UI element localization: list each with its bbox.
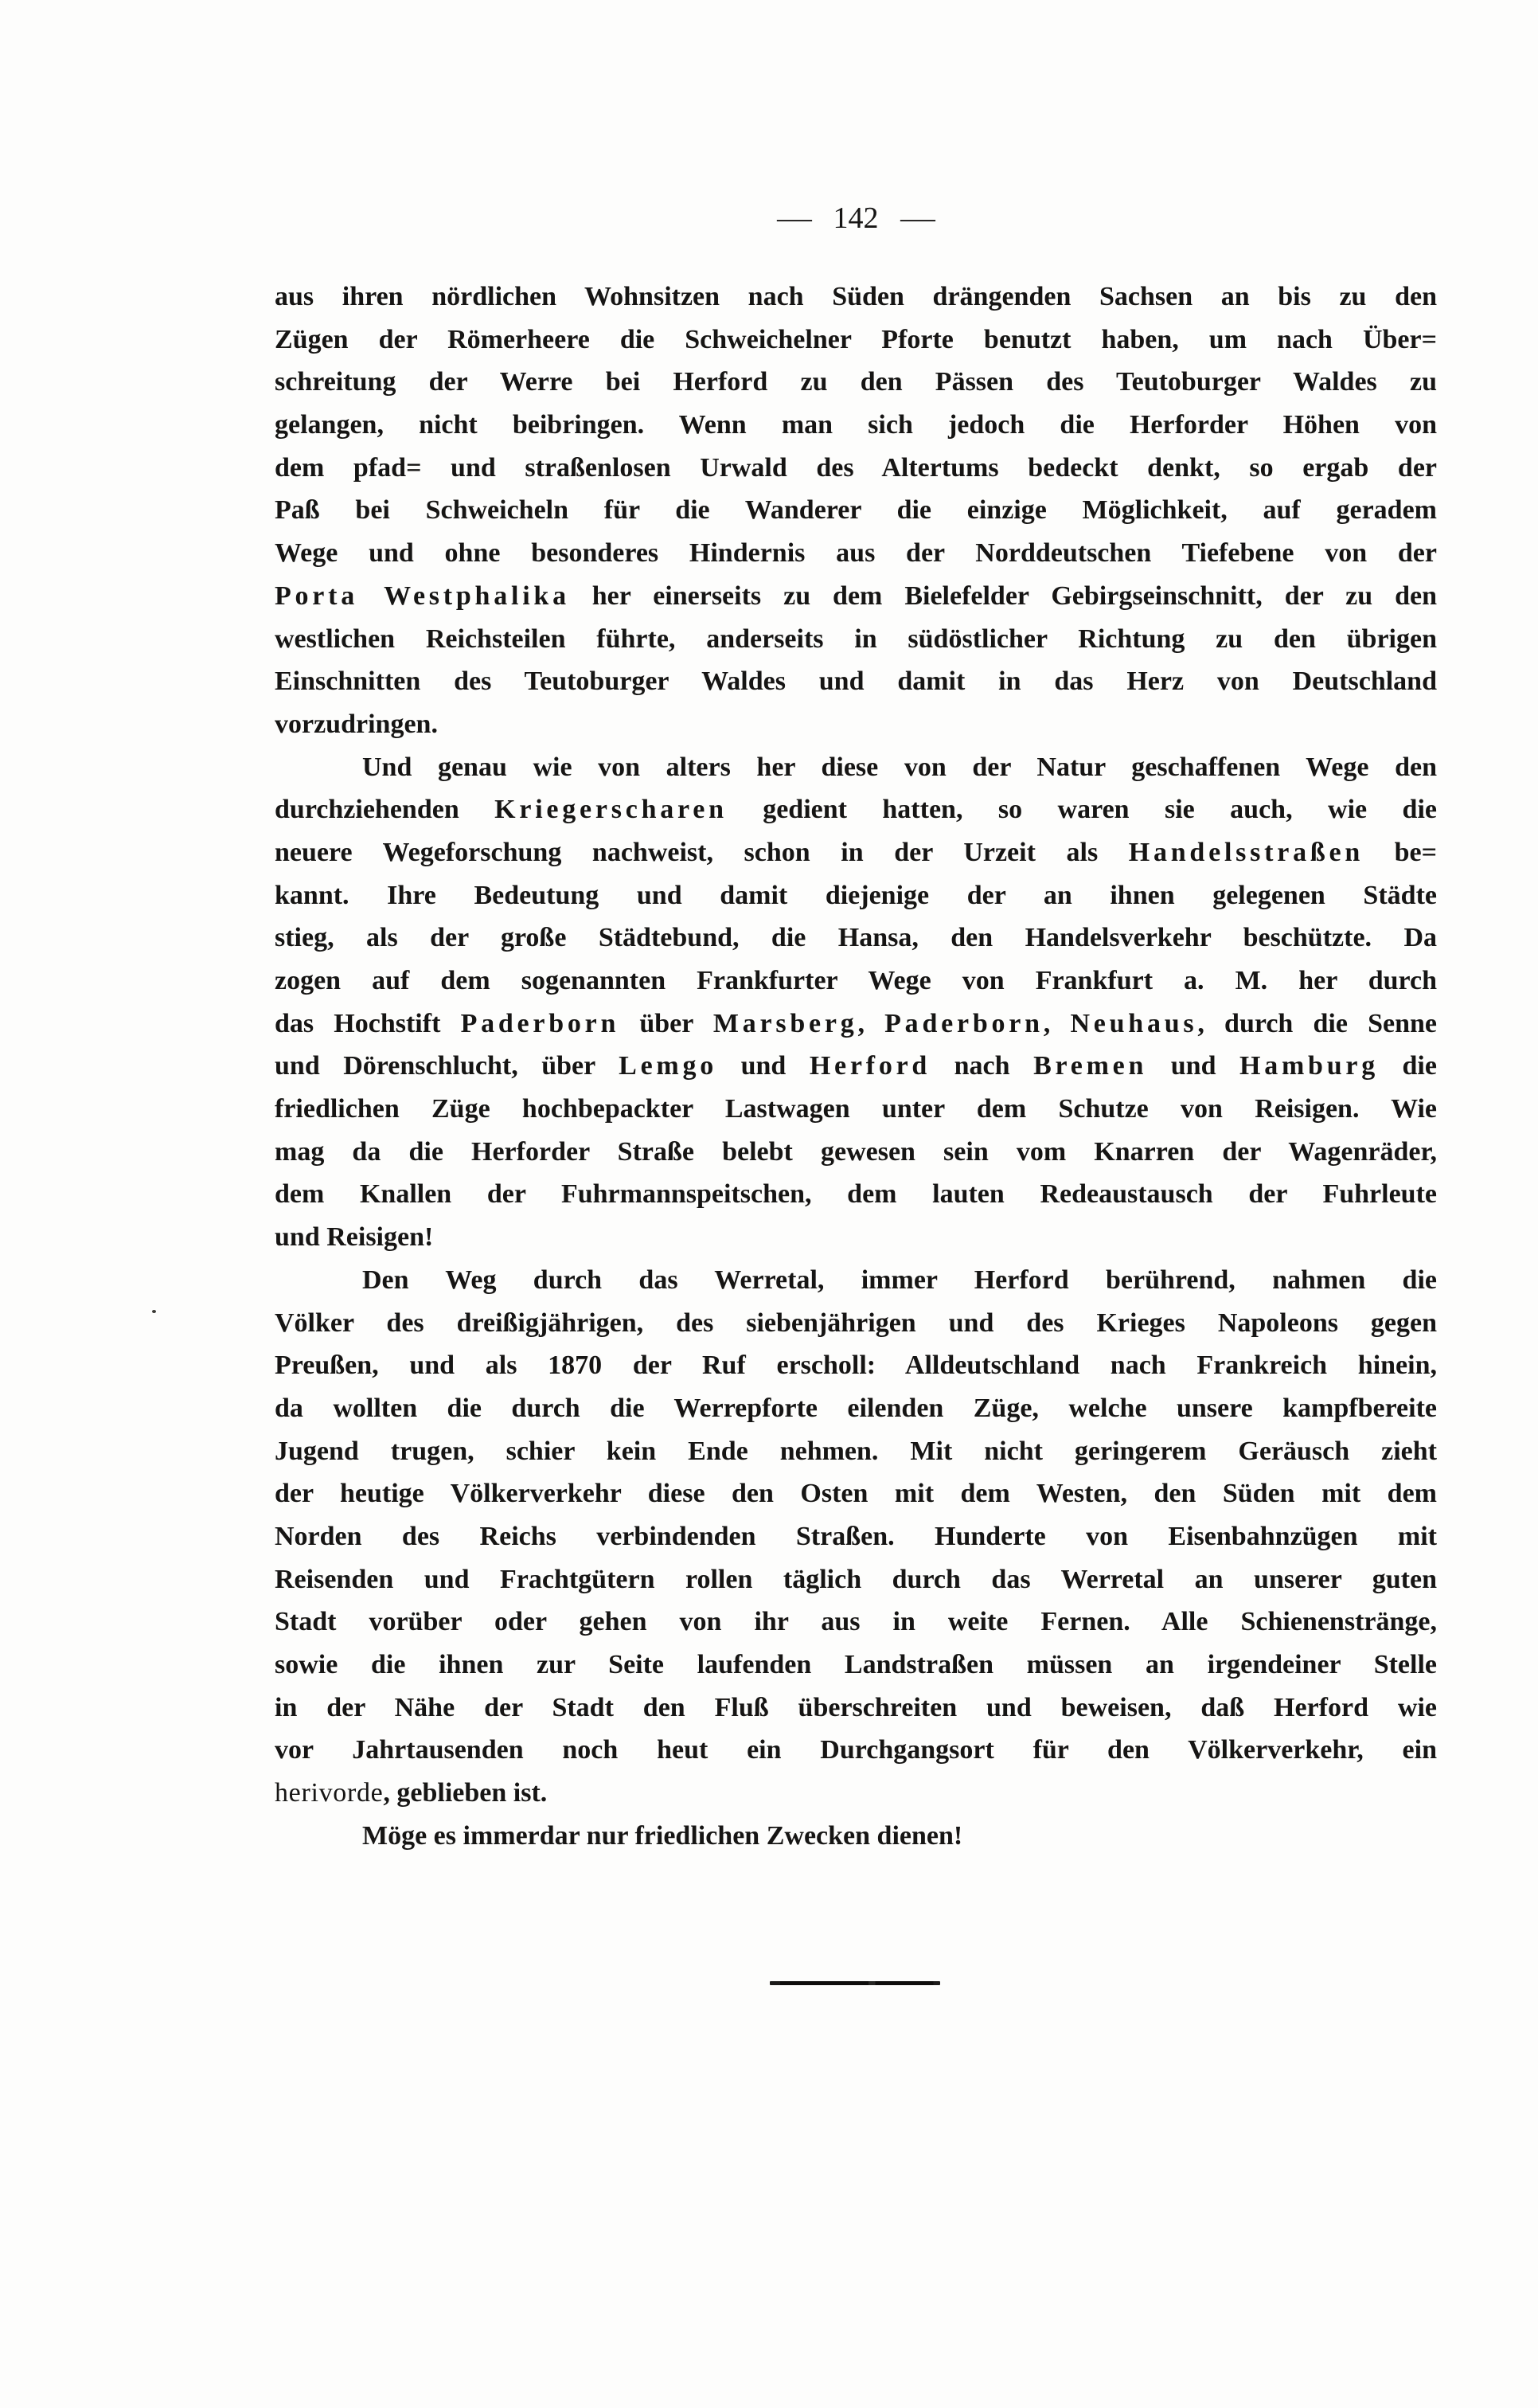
header-dash-right: — [900, 201, 935, 235]
text-line [275, 660, 1437, 703]
text-segment: friedlichen Züge hochbepackter Lastwagen unter dem Schutze von Reisigen. Wie [275, 1094, 1437, 1124]
text-line [275, 404, 1437, 447]
letterspaced-emphasis: Herford [809, 1051, 931, 1081]
text-line [275, 489, 1437, 532]
text-line [275, 1772, 1437, 1815]
text-line [275, 1515, 1437, 1558]
text-segment: Reisenden und Frachtgütern rollen täglich durch das Werretal an unserer guten [275, 1564, 1437, 1594]
text-segment: und Dörenschlucht, über [275, 1051, 619, 1081]
text-line [275, 447, 1437, 490]
text-segment: kannt. Ihre Bedeutung und damit diejenige der an ihnen gelegenen Städte [275, 880, 1437, 910]
letterspaced-emphasis: Hamburg [1239, 1051, 1379, 1081]
text-segment: Preußen, und als 1870 der Ruf erscholl: Alldeutschland nach Frankreich hinein, [275, 1351, 1437, 1381]
text-line [275, 1088, 1437, 1131]
letterspaced-emphasis: Porta Westphalika [275, 580, 570, 611]
page-number: 142 [833, 201, 879, 235]
text-segment: aus ihren nördlichen Wohnsitzen nach Süden drängenden Sachsen an bis zu den [275, 282, 1437, 311]
text-segment: über [619, 1008, 713, 1038]
scan-artifact-speck [152, 1310, 156, 1313]
text-segment: , geblieben ist. [383, 1778, 548, 1808]
text-segment: die [1379, 1051, 1437, 1081]
text-segment: in der Nähe der Stadt den Fluß überschreiten und beweisen, daß Herford wie [275, 1692, 1437, 1722]
text-line [275, 1003, 1437, 1046]
text-segment: Jugend trugen, schier kein Ende nehmen. Mit nicht geringerem Geräusch zieht [275, 1436, 1437, 1466]
letterspaced-emphasis: Kriegerscharen [494, 795, 728, 825]
text-segment: Zügen der Römerheere die Schweichelner Pforte benutzt haben, um nach Über= [275, 324, 1437, 354]
text-line [275, 1216, 1437, 1259]
text-line [275, 960, 1437, 1003]
text-line [275, 319, 1437, 362]
text-line [275, 1302, 1437, 1345]
text-segment: neuere Wegeforschung nachweist, schon in der Urzeit als [275, 837, 1129, 867]
letterspaced-emphasis: Bremen [1033, 1051, 1148, 1081]
text-segment: vorzudringen. [275, 709, 438, 739]
text-line [275, 703, 1437, 746]
text-segment: Und genau wie von alters her diese von der Natur geschaffenen Wege den [362, 752, 1437, 782]
text-line [275, 361, 1437, 404]
header-dash-left: — [776, 201, 812, 235]
page-header [275, 201, 1437, 236]
text-segment: der heutige Völkerverkehr diese den Osten mit dem Westen, den Süden mit dem [275, 1479, 1437, 1509]
text-line [275, 1387, 1437, 1430]
text-segment: gedient hatten, so waren sie auch, wie die [727, 795, 1437, 825]
letterspaced-emphasis: Neuhaus [1070, 1008, 1198, 1038]
text-segment: Norden des Reichs verbindenden Straßen. Hunderte von Eisenbahnzügen mit [275, 1521, 1437, 1551]
text-segment: vor Jahrtausenden noch heut ein Durchgangsort für den Völkerverkehr, ein [275, 1735, 1437, 1765]
text-line [275, 532, 1437, 575]
text-line [275, 1729, 1437, 1772]
letterspaced-emphasis: Paderborn [460, 1008, 620, 1038]
text-segment: Stadt vorüber oder gehen von ihr aus in weite Fernen. Alle Schienenstränge, [275, 1607, 1437, 1637]
text-line [275, 1131, 1437, 1174]
text-line [275, 1045, 1437, 1088]
text-segment: Paß bei Schweicheln für die Wanderer die einzige Möglichkeit, auf geradem [275, 495, 1437, 526]
letterspaced-emphasis: Paderborn [884, 1008, 1044, 1038]
text-segment: sowie die ihnen zur Seite laufenden Landstraßen müssen an irgendeiner Stelle [275, 1650, 1437, 1679]
text-line [275, 1815, 1437, 1858]
text-line [275, 1558, 1437, 1601]
text-segment: mag da die Herforder Straße belebt gewesen sein vom Knarren der Wagenräder, [275, 1136, 1437, 1167]
text-line [275, 276, 1437, 319]
text-segment: und Reisigen! [275, 1222, 434, 1253]
text-segment: gelangen, nicht beibringen. Wenn man sich jedoch die Herforder Höhen von [275, 410, 1437, 440]
text-line [275, 1173, 1437, 1216]
text-segment: , [1043, 1008, 1071, 1038]
text-segment: dem Knallen der Fuhrmannspeitschen, dem lauten Redeaustausch der Fuhrleute [275, 1179, 1437, 1210]
letterspaced-emphasis: Handelsstraßen [1128, 837, 1364, 867]
text-line [275, 831, 1437, 874]
text-segment: westlichen Reichsteilen führte, anderseits in südöstlicher Richtung zu den übrigen [275, 624, 1437, 654]
text-segment: da wollten die durch die Werrepforte eilenden Züge, welche unsere kampfbereite [275, 1393, 1437, 1423]
text-segment: Wege und ohne besonderes Hindernis aus der Norddeutschen Tiefebene von der [275, 538, 1437, 569]
text-line [275, 1601, 1437, 1644]
text-segment: be= [1364, 837, 1437, 867]
text-segment: durchziehenden [275, 795, 495, 825]
text-segment: , [857, 1008, 885, 1038]
text-segment: und [1147, 1051, 1239, 1081]
text-line [275, 575, 1437, 618]
text-segment: nach [931, 1051, 1034, 1081]
text-segment: und [717, 1051, 810, 1081]
text-segment: zogen auf dem sogenannten Frankfurter Wege von Frankfurt a. M. her durch [275, 966, 1437, 995]
text-segment: , durch die Senne [1197, 1008, 1437, 1038]
text-segment: Möge es immerdar nur friedlichen Zwecken dienen! [362, 1820, 963, 1851]
text-line [275, 1687, 1437, 1730]
text-line [275, 1430, 1437, 1473]
text-line [275, 1344, 1437, 1387]
text-line [275, 917, 1437, 960]
text-line [275, 874, 1437, 917]
text-segment: Einschnitten des Teutoburger Waldes und damit in das Herz von Deutschland [275, 666, 1437, 697]
text-line [275, 746, 1437, 789]
text-line [275, 1472, 1437, 1515]
body-text [275, 276, 1437, 1857]
antiqua-word: herivorde [275, 1778, 384, 1808]
text-line [275, 1259, 1437, 1302]
text-line [275, 788, 1437, 831]
letterspaced-emphasis: Marsberg [712, 1008, 858, 1038]
text-line [275, 1644, 1437, 1687]
text-segment: Den Weg durch das Werretal, immer Herford berührend, nahmen die [362, 1265, 1437, 1295]
text-segment: her einerseits zu dem Bielefelder Gebirgseinschnitt, der zu den [569, 580, 1437, 611]
letterspaced-emphasis: Lemgo [619, 1051, 718, 1081]
text-segment: schreitung der Werre bei Herford zu den Pässen des Teutoburger Waldes zu [275, 367, 1437, 397]
text-segment: dem pfad= und straßenlosen Urwald des Altertums bedeckt denkt, so ergab der [275, 452, 1437, 483]
text-segment: Völker des dreißigjährigen, des siebenjährigen und des Krieges Napoleons gegen [275, 1308, 1437, 1338]
text-segment: stieg, als der große Städtebund, die Hansa, den Handelsverkehr beschützte. Da [275, 923, 1437, 953]
section-divider-rule [770, 1981, 940, 1985]
text-line [275, 618, 1437, 661]
text-segment: das Hochstift [275, 1008, 461, 1038]
